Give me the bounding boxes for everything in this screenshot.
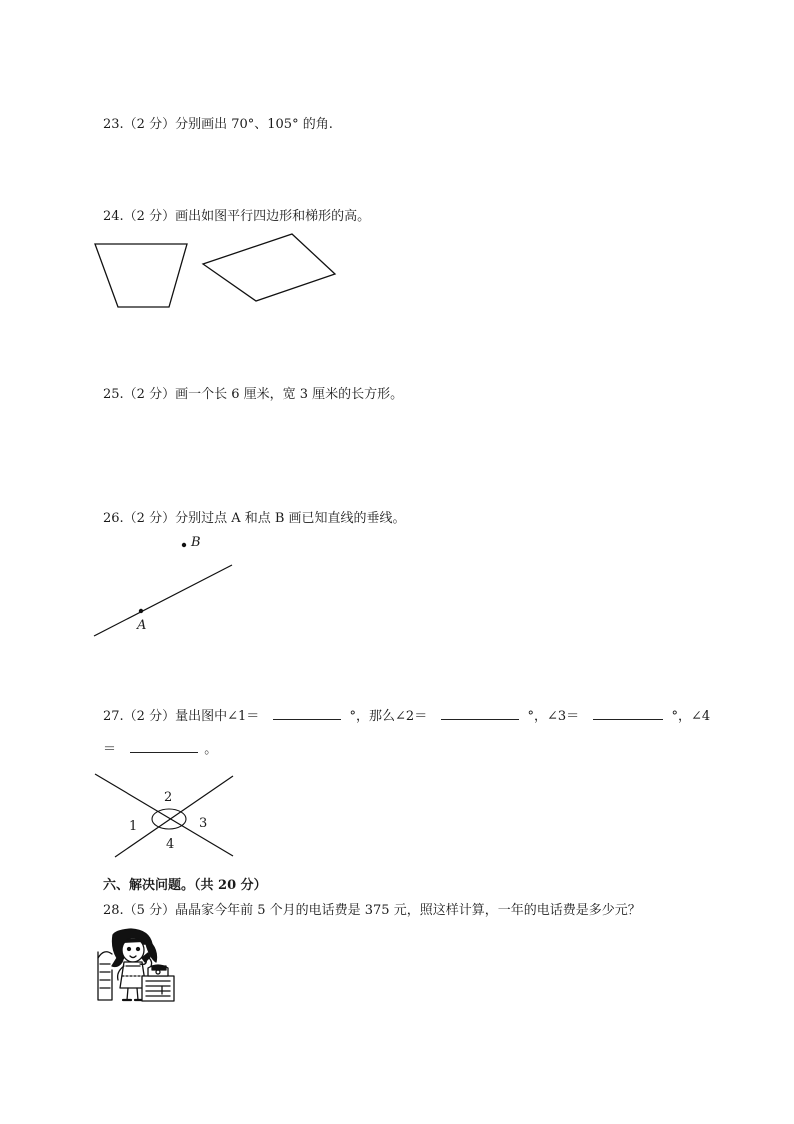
- point-a-label: A: [137, 618, 147, 633]
- question-24: 24.（2 分）画出如图平行四边形和梯形的高。: [103, 209, 371, 224]
- angle-2-label: 2: [164, 790, 173, 805]
- question-27-end: 。: [204, 742, 218, 757]
- angle-3-label: 3: [199, 816, 208, 831]
- question-27-text-1: 27.（2 分）量出图中∠1＝: [103, 709, 260, 724]
- question-27-equals: ＝: [103, 742, 117, 757]
- angle-4-label: 4: [166, 837, 175, 852]
- question-27-text-4: °，∠4: [671, 709, 711, 724]
- question-25: 25.（2 分）画一个长 6 厘米，宽 3 厘米的长方形。: [103, 387, 404, 402]
- point-b-label: B: [191, 535, 201, 550]
- question-23: 23.（2 分）分别画出 70°、105° 的角.: [103, 117, 333, 132]
- question-26: 26.（2 分）分别过点 A 和点 B 画已知直线的垂线。: [103, 511, 406, 526]
- question-27-text-3: °，∠3＝: [527, 709, 580, 724]
- question-27-text-2: °，那么∠2＝: [349, 709, 428, 724]
- section-6-heading: 六、解决问题。（共 20 分）: [103, 878, 267, 893]
- angle-1-label: 1: [129, 819, 138, 834]
- question-28: 28.（5 分）晶晶家今年前 5 个月的电话费是 375 元，照这样计算，一年的电话费是多少元？: [103, 903, 641, 918]
